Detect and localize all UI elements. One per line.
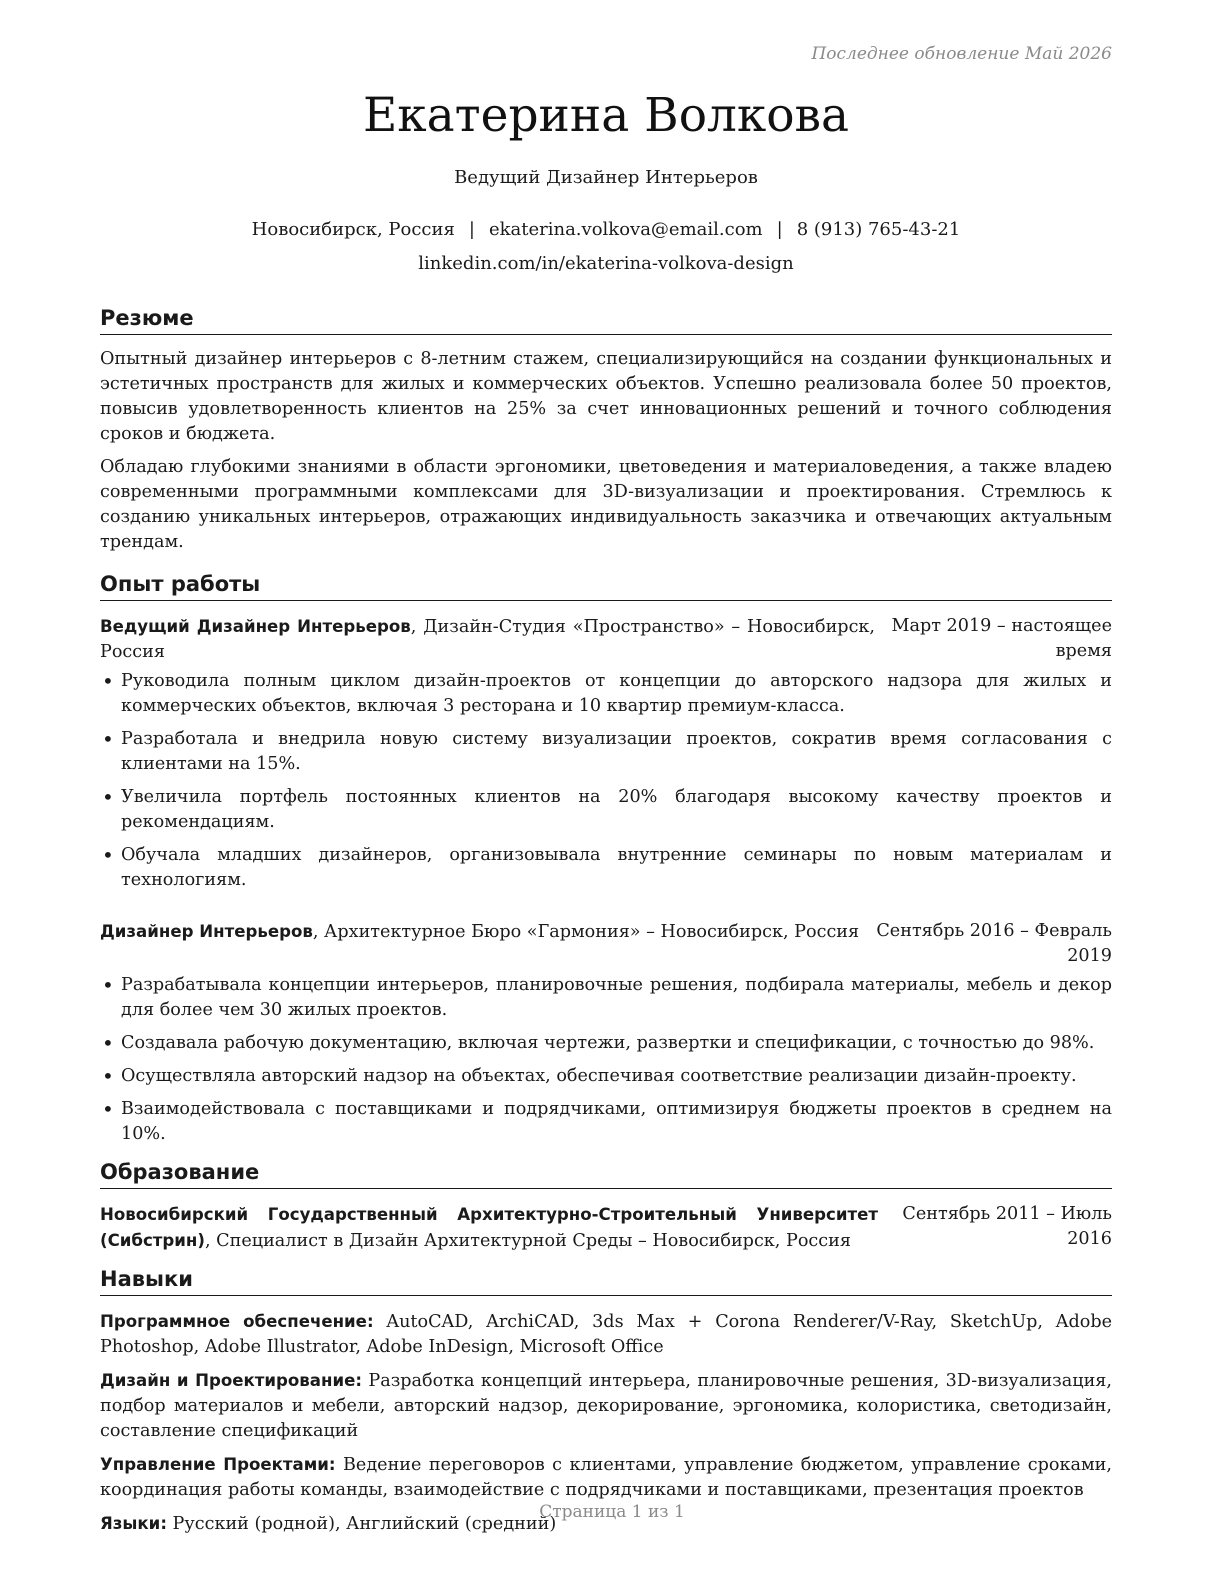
skill-label: Языки:	[100, 1514, 167, 1533]
section-title: Опыт работы	[100, 569, 1112, 601]
list-item: • Взаимодействовала с поставщиками и подрядчиками, оптимизируя бюджеты проектов в среднем на 10%.	[100, 1097, 1112, 1147]
list-item: • Создавала рабочую документацию, включая чертежи, развертки и спецификации, с точностью до 98%.	[100, 1031, 1112, 1056]
section-title: Навыки	[100, 1264, 1112, 1296]
email-link[interactable]: ekaterina.volkova@email.com	[488, 219, 763, 240]
job-dates: Март 2019 – настоящее время	[891, 616, 1112, 661]
summary-paragraph: Обладаю глубокими знаниями в области эргономики, цветоведения и материаловедения, а также владею современными программными комплексами для 3D-визуализации и проектирования. Стремлюсь к созданию уникальных интерьеров, отражающих индивидуальность заказчика и отвечающих актуальным трендам.	[100, 457, 1112, 552]
location: Новосибирск, Россия	[251, 219, 455, 240]
summary-paragraph: Опытный дизайнер интерьеров с 8-летним стажем, специализирующийся на создании функциональных и эстетичных пространств для жилых и коммерческих объектов. Успешно реализовала более 50 проектов, повысив удовлетворенность клиентов на 25% за счет инновационных решений и точного соблюдения сроков и бюджета.	[100, 349, 1112, 444]
list-item: • Увеличила портфель постоянных клиентов на 20% благодаря высокому качеству проектов и рекомендациям.	[100, 785, 1112, 835]
job-header	[100, 614, 1112, 665]
job-company: , Дизайн-Студия «Пространство» – Новосибирск, Россия	[100, 617, 876, 662]
skill-label: Программное обеспечение:	[100, 1312, 374, 1331]
education-section	[100, 1157, 1112, 1254]
skill-item	[100, 1309, 1112, 1360]
skill-item	[100, 1368, 1112, 1444]
skills-section	[100, 1264, 1112, 1537]
job-company: , Архитектурное Бюро «Гармония» – Новосибирск, Россия	[312, 922, 860, 942]
job-header	[100, 919, 1112, 969]
job-position: Дизайнер Интерьеров	[100, 922, 313, 941]
skill-text: Разработка концепций интерьера, планировочные решения, 3D-визуализация, подбор материалов и мебели, авторский надзор, декорирование, эргономика, колористика, светодизайн, составление спецификаций	[100, 1371, 1112, 1441]
linkedin-link[interactable]: linkedin.com/in/ekaterina-volkova-design	[418, 253, 794, 274]
list-item: • Разработала и внедрила новую систему визуализации проектов, сократив время согласования с клиентами на 15%.	[100, 727, 1112, 777]
job-dates: Сентябрь 2016 – Февраль 2019	[876, 921, 1112, 966]
candidate-name: Екатерина Волкова	[362, 88, 850, 143]
resume-page	[100, 0, 1112, 1584]
education-institution: Новосибирский Государственный Архитектурно-Строительный Университет (Сибстрин)	[100, 1205, 878, 1250]
candidate-role: Ведущий Дизайнер Интерьеров	[454, 167, 758, 188]
list-item: • Руководила полным циклом дизайн-проектов от концепции до авторского надзора для жилых и коммерческих объектов, включая 3 ресторана и 10 квартир премиум-класса.	[100, 669, 1112, 719]
education-dates: Сентябрь 2011 – Июль 2016	[902, 1204, 1112, 1249]
education-details: , Специалист в Дизайн Архитектурной Среды – Новосибирск, Россия	[204, 1231, 851, 1251]
separator: |	[468, 219, 475, 240]
last-updated: Последнее обновление Май 2026	[811, 44, 1112, 64]
education-entry	[100, 1202, 1112, 1254]
section-title: Резюме	[100, 303, 1112, 335]
section-title: Образование	[100, 1157, 1112, 1189]
summary-section	[100, 303, 1112, 555]
page-number: Страница 1 из 1	[539, 1502, 685, 1522]
job-bullets	[100, 669, 1112, 893]
list-item: • Разрабатывала концепции интерьеров, планировочные решения, подбирала материалы, мебель и декор для более чем 30 жилых проектов.	[100, 973, 1112, 1023]
list-item: • Обучала младших дизайнеров, организовывала внутренние семинары по новым материалам и технологиям.	[100, 843, 1112, 893]
job-bullets	[100, 973, 1112, 1147]
resume-content	[100, 303, 1112, 1545]
experience-section	[100, 569, 1112, 1147]
skill-label: Дизайн и Проектирование:	[100, 1371, 362, 1390]
separator: |	[776, 219, 783, 240]
skill-label: Управление Проектами:	[100, 1455, 336, 1474]
job-position: Ведущий Дизайнер Интерьеров	[100, 617, 411, 636]
phone: 8 (913) 765-43-21	[796, 219, 961, 240]
skill-text: Русский (родной), Английский (средний)	[166, 1514, 557, 1534]
contact-line	[100, 219, 1112, 240]
skill-text: Ведение переговоров с клиентами, управление бюджетом, управление сроками, координация работы команды, взаимодействие с подрядчиками и поставщиками, презентация проектов	[100, 1455, 1112, 1500]
job-entry	[100, 614, 1112, 893]
skill-text: AutoCAD, ArchiCAD, 3ds Max + Corona Renderer/V-Ray, SketchUp, Adobe Photoshop, Adobe Illustrator, Adobe InDesign, Microsoft Office	[100, 1312, 1112, 1357]
list-item: • Осуществляла авторский надзор на объектах, обеспечивая соответствие реализации дизайн-проекту.	[100, 1064, 1112, 1089]
skill-item	[100, 1452, 1112, 1503]
job-entry	[100, 919, 1112, 1147]
